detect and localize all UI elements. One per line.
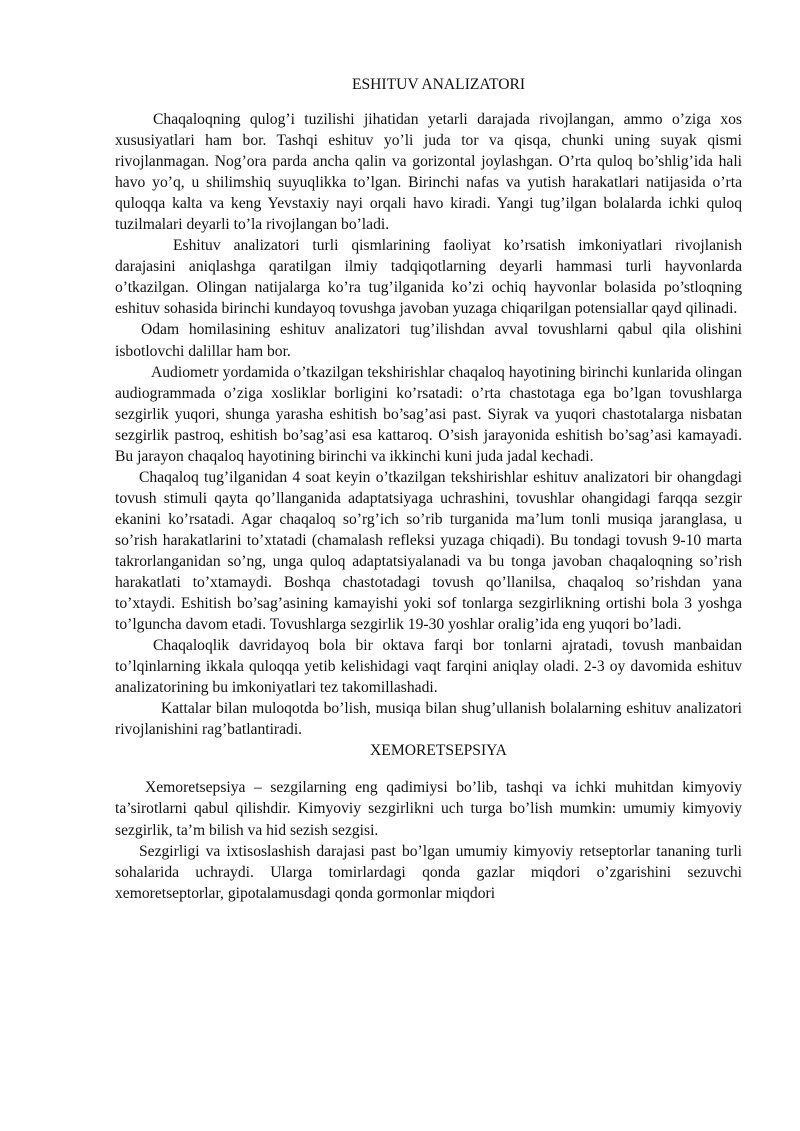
paragraph-chemoreception-intro: Xemoretsepsiya – sezgilarning eng qadimiysi bo’lib, tashqi va ichki muhitdan kimyoviy ta’sirotlarni qabul qilishdir. Kimyoviy sezgirlikni uch turga bo’lish mumkin: umumiy kimyoviy sezgirlik, ta’m bilish va hid sezish sezgisi. bbox=[115, 779, 742, 839]
paragraph-animal-research: Eshituv analizatori turli qismlarining faoliyat ko’rsatish imkoniyatlari rivojlanish darajasini aniqlashga qaratilgan ilmiy tadqiqotlarning deyarli hammasi turli hayvonlarda o’tkazilgan. Olingan natijalarga ko’ra tug’ilganida ko’zi ochiq hayvonlar bolasida po’stloqning eshituv sohasida birinchi kundayoq tovushga javoban yuzaga chiqarilgan potensiallar qayd qilinadi. bbox=[115, 237, 742, 318]
document-title: ESHITUV ANALIZATORI bbox=[351, 76, 526, 93]
paragraph-newborn-tests: Chaqaloq tug’ilganidan 4 soat keyin o’tkazilgan tekshirishlar eshituv analizatori bir ohangdagi tovush stimuli qayta qo’llanganida adaptatsiyaga uchrashini, tovushlar ohangidagi farqqa sezgir ekanini ko’rsatadi. Agar chaqaloq so’rg’ich so’rib turganida ma’lum tonli musiqa jaranglasa, u so’rish harakatlarini to’xtatadi (chamalash refleksi yuzaga chiqadi). Bu tondagi tovush 9-10 marta takrorlanganidan so’ng, unga quloq adaptatsiyalanadi va bu tonga javoban chaqaloqning so’rish harakatlati to’xtamaydi. Boshqa chastotadagi tovush qo’llanilsa, chaqaloq so’rishdan yana to’xtaydi. Eshitish bo’sag’asining kamayishi yoki sof tonlarga sezgirlikning ortishi bola 3 yoshga to’lguncha davom etadi. Tovushlarga sezgirlik 19-30 yoshlar oralig’ida eng yuqori bo’ladi. bbox=[115, 468, 742, 634]
section-title-chemoreception: XEMORETSEPSIYA bbox=[370, 742, 507, 760]
paragraph-fetal-hearing: Odam homilasining eshituv analizatori tug’ilishdan avval tovushlarni qabul qila olishini isbotlovchi dalillar ham bor. bbox=[115, 321, 742, 360]
paragraph-stimulation: Kattalar bilan muloqotda bo’lish, musiqa bilan shug’ullanish bolalarning eshituv analizatori rivojlanishini rag’batlantiradi. bbox=[115, 700, 742, 739]
paragraph-ear-structure: Chaqaloqning qulog’i tuzilishi jihatidan yetarli darajada rivojlangan, ammo o’ziga xos xususiyatlari ham bor. Tashqi eshituv yo’li juda tor va qisqa, chunki uning suyak qismi rivojlanmagan. Nog’ora parda ancha qalin va gorizontal joylashgan. O’rta quloq bo’shlig’ida hali havo yo’q, u shilimshiq suyuqlikka to’lgan. Birinchi nafas va yutish harakatlari natijasida o’rta quloqqa kalta va keng Yevstaxiy nayi orqali havo kiradi. Yangi tug’ilgan bolalarda ichki quloq tuzilmalari deyarli to’la rivojlangan bo’ladi. bbox=[115, 111, 742, 234]
document-page bbox=[115, 74, 742, 904]
paragraph-audiometry: Audiometr yordamida o’tkazilgan tekshirishlar chaqaloq hayotining birinchi kunlarida olingan audiogrammada o’ziga xosliklar borligini ko’rsatadi: o’rta chastotaga ega bo’lgan tovushlarga sezgirlik yuqori, shunga yarasha eshitish bo’sag’asi past. Siyrak va yuqori chastotalarga nisbatan sezgirlik pastroq, eshitish bo’sag’asi esa kattaroq. O’sish jarayonida eshitish bo’sag’asi kamayadi. Bu jarayon chaqaloq hayotining birinchi va ikkinchi kuni juda jadal kechadi. bbox=[115, 363, 742, 465]
paragraph-chemoreceptors: Sezgirligi va ixtisoslashish darajasi past bo’lgan umumiy kimyoviy retseptorlar tananing turli sohalarida uchraydi. Ularga tomirlardagi qonda gazlar miqdori o’zgarishini sezuvchi xemoretseptorlar, gipotalamusdagi qonda gormonlar miqdori bbox=[115, 842, 742, 902]
paragraph-octave-discrimination: Chaqaloqlik davridayoq bola bir oktava farqi bor tonlarni ajratadi, tovush manbaidan to’lqinlarning ikkala quloqqa yetib kelishidagi vaqt farqini aniqlay oladi. 2-3 oy davomida eshituv analizatorining bu imkoniyatlari tez takomillashadi. bbox=[115, 637, 742, 697]
